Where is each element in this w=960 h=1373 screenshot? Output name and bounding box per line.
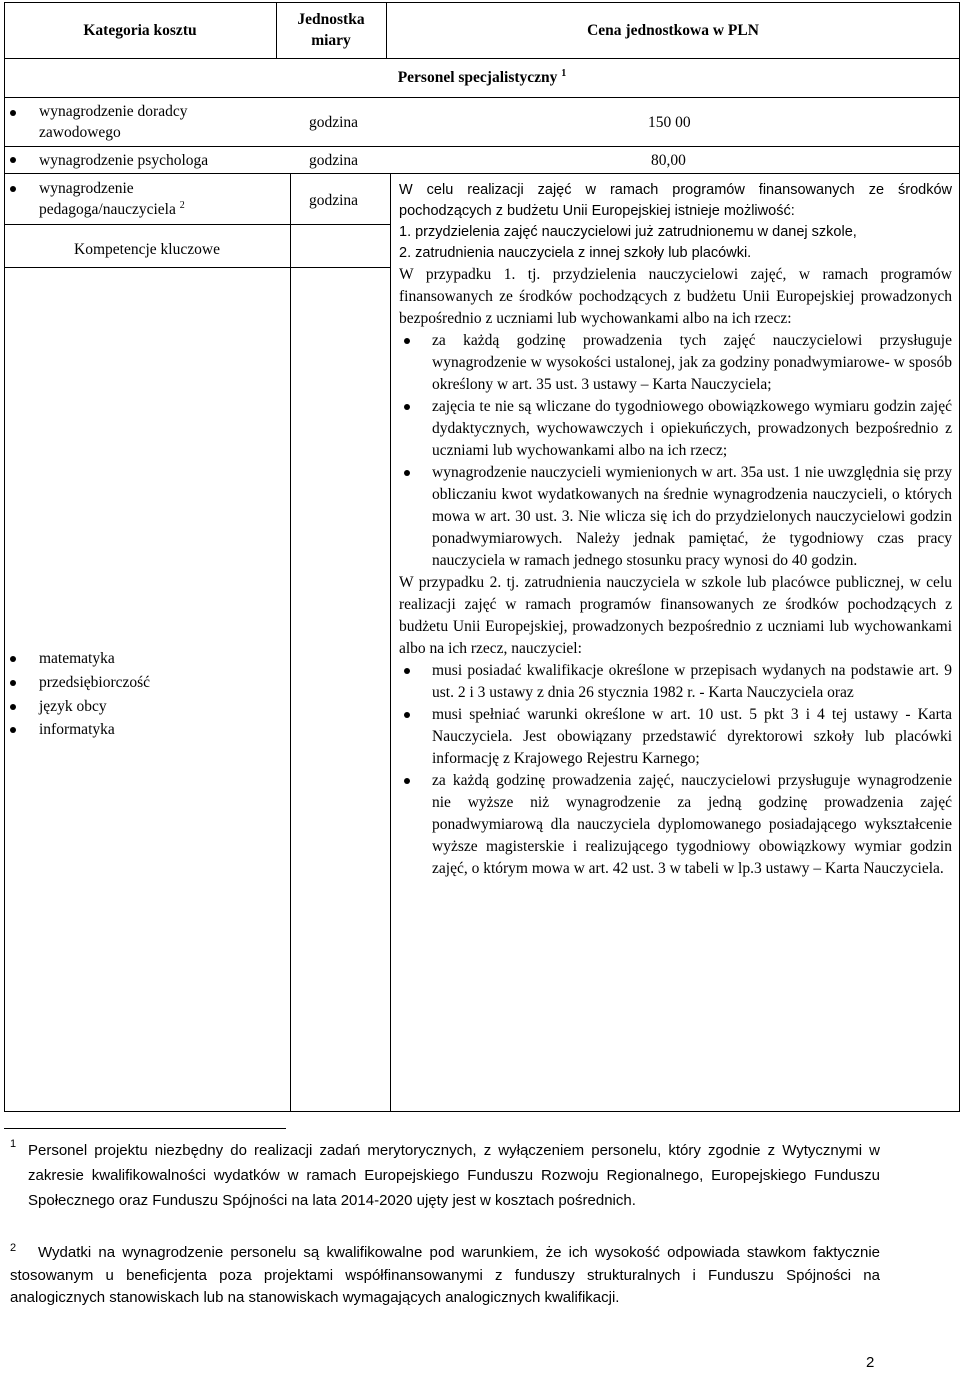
table-bottom-border [4,1111,960,1112]
section-bottom-border [4,97,960,98]
kompetencje-bullet-4 [10,727,16,733]
row1-bullet [10,110,16,116]
footnote-1-text: Personel projektu niezbędny do realizacji zadań merytorycznych, z wyłączeniem personelu, który zgodnie z Wytycznymi w zakresie kwalifikowalności wydatków w ramach Europejskiego Funduszu Rozwoju Regionalnego, Europejskiego Funduszu Społecznego oraz Funduszu Spójności na lata 2014-2020 ujęty jest w kosztach pośrednich. [28,1142,880,1209]
table-top-border [4,2,960,3]
row3-bullet [10,186,16,192]
row3-category-line2 [39,199,185,220]
left-border [4,2,5,1112]
case2-bullet-3: za każdą godzinę prowadzenia zajęć, nauczycielowi przysługuje wynagrodzenie nie wyższe niż wynagrodzenie za jedną godzinę prowadzenia zajęć ponadwymiarową dla nauczyciela dyplomowanego posiadającego wykształcenie wyższe magisterskie i realizującego tygodniowy obowiązkowy wymiar godzin zajęć, o którym mowa w art. 42 ust. 3 w tabeli w lp.3 ustawy – Karta Nauczyciela. [399,770,952,880]
footnote-ref-1: 1 [561,67,567,79]
row1-category [39,101,187,143]
case1-bullet-3: wynagrodzenie nauczycieli wymienionych w art. 35a ust. 1 nie uwzględnia się przy obliczaniu kwot wydatkowanych na średnie wynagrodzenia nauczycieli, o których mowa w art. 30 ust. 3. Nie wlicza się ich do przydzielonych nauczycielowi godzin ponadwymiarowych. Należy jednak pamiętać, że tygodniowy czas pracy nauczyciela w ramach jednego stosunku pracy wynosi do 40 godzin. [399,462,952,572]
header-jednostka-line2: miary [311,32,351,49]
col-divider-1-body [290,174,291,1112]
row3-category [39,178,185,220]
header-kategoria: Kategoria kosztu [83,22,197,39]
row2-price: 80,00 [651,152,686,169]
section-title-text: Personel specjalistyczny [397,69,558,86]
case1-bullet-1: za każdą godzinę prowadzenia tych zajęć nauczycielowi przysługuje wynagrodzenie w wysokości ustalonej, jak za godziny ponadwymiarowe- w sposób określony w art. 35 ust. 3 ustawy – Karta Nauczyciela; [399,330,952,396]
header-jednostka [276,9,386,51]
kompetencje-item-jezyk-obcy: język obcy [39,698,107,715]
case2-bullet-1: musi posiadać kwalifikacje określone w przepisach wydanych na podstawie art. 9 ust. 2 i 3 ustawy z dnia 26 stycznia 1982 r. - Karta Nauczyciela oraz [399,660,952,704]
row2-bullet [10,157,16,163]
footnote-separator [4,1128,286,1129]
case2-bullet-list [399,660,952,880]
row1-category-line1: wynagrodzenie doradcy [39,103,188,120]
kompetencje-bullet-2 [10,680,16,686]
body-option-2: 2. zatrudnienia nauczyciela z innej szkoły lub placówki. [399,245,752,261]
col-divider-2-body [390,174,391,1112]
right-body [399,180,952,880]
footnote-1 [10,1138,880,1213]
footnote-2-text: Wydatki na wynagrodzenie personelu są kwalifikowalne pod warunkiem, że ich wysokość odpowiada stawkom faktycznie stosowanym u beneficjenta poza projektami współfinansowanymi z funduszy strukturalnych i Funduszu Spójności na analogicznych stanowiskach lub na stanowiskach wymagających analogicznych kwalifikacji. [10,1244,880,1306]
body-case-2: W przypadku 2. tj. zatrudnienia nauczyciela w szkole lub placówce publicznej, w celu realizacji zajęć w ramach programów finansowanych ze środków pochodzących z budżetu Unii Europejskiej, prowadzonych bezpośrednio z uczniami lub wychowankami albo na ich rzecz, nauczyciel: [399,574,952,657]
kompetencje-item-matematyka: matematyka [39,650,115,667]
kompetencje-divider [4,267,390,268]
header-jednostka-line1: Jednostka [297,11,365,28]
row3-divider [4,224,390,225]
body-option-1: 1. przydzielenia zajęć nauczycielowi już zatrudnionemu w danej szkole, [399,224,857,240]
section-title [4,67,960,88]
row1-unit: godzina [309,114,359,131]
footnote-2 [10,1242,880,1310]
case2-bullet-2: musi spełniać warunki określone w art. 10 ust. 5 pkt 3 i 4 tej ustawy - Karta Nauczyciela. Jest obowiązany przedstawić dyrektorowi szkoły lub placówki informację z Krajowego Rejestru Karnego; [399,704,952,770]
footnote-ref-2: 2 [179,199,185,211]
row2-category: wynagrodzenie psychologa [39,152,209,169]
row3-category-line1: wynagrodzenie [39,180,134,197]
kompetencje-bullet-3 [10,704,16,710]
body-intro: W celu realizacji zajęć w ramach programów finansowanych ze środków pochodzących z budżetu Unii Europejskiej istnieje możliwość: [399,182,952,219]
row1-price: 150 00 [648,114,691,131]
row2-unit: godzina [309,152,359,169]
case1-bullet-2: zajęcia te nie są wliczane do tygodniowego obowiązkowego wymiaru godzin zajęć dydaktycznych, wychowawczych i opiekuńczych, prowadzonych bezpośrednio z uczniami lub wychowankami albo na ich rzecz; [399,396,952,462]
body-case-1: W przypadku 1. tj. przydzielenia nauczycielowi zajęć, w ramach programów finansowanych ze środków pochodzących z budżetu Unii Europejskiej prowadzonych bezpośrednio z uczniami lub wychowankami albo na ich rzecz: [399,266,952,327]
page-number: 2 [866,1354,875,1371]
kompetencje-label: Kompetencje kluczowe [74,241,220,258]
footnote-1-number: 1 [10,1138,17,1150]
case1-bullet-list [399,330,952,572]
kompetencje-item-przedsiebiorczosc: przedsiębiorczość [39,674,151,691]
row3-category-line2-text: pedagoga/nauczyciela [39,201,176,218]
kompetencje-bullet-1 [10,656,16,662]
row3-unit: godzina [309,192,359,209]
row2-bottom-border [4,173,960,174]
footnote-2-number: 2 [10,1242,17,1254]
kompetencje-item-informatyka: informatyka [39,721,115,738]
header-cena: Cena jednostkowa w PLN [587,22,759,39]
row1-category-line2: zawodowego [39,124,121,141]
row1-bottom-border [4,146,960,147]
header-bottom-border [4,58,960,59]
